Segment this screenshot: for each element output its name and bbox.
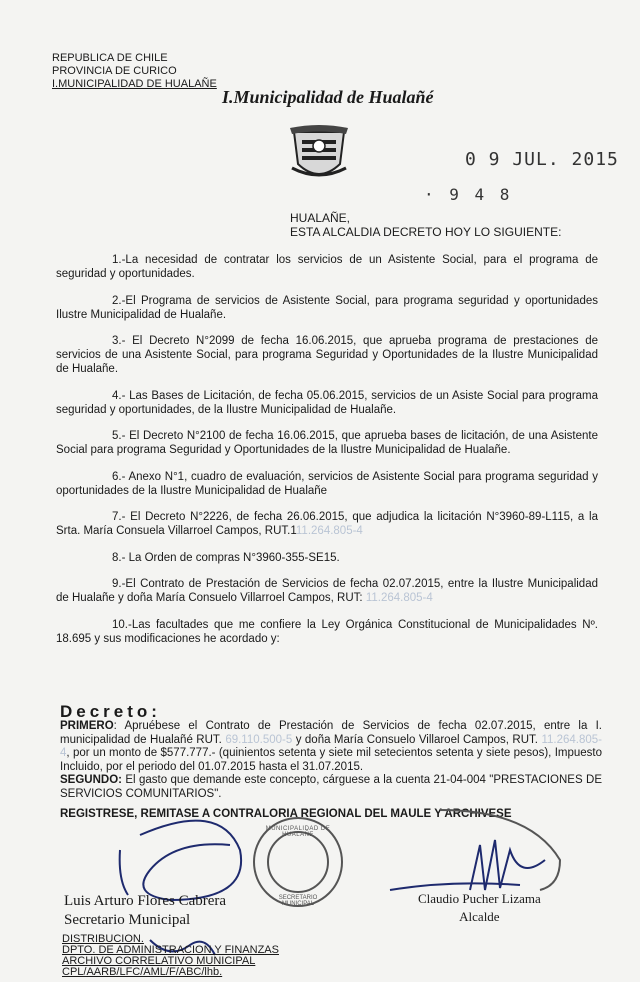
segundo-text: El gasto que demande este concepto, cárguese a la cuenta 21-04-004 "PRESTACIONES DE SERVICIOS COMUNITARIOS".	[60, 774, 602, 800]
distribution-heading: DISTRIBUCION.	[62, 933, 144, 945]
consideration-item: 4.- Las Bases de Licitación, de fecha 05.06.2015, servicios de un Asiste Social para programa seguridad y oportunidades, de la Ilustre Municipalidad de Hualañe.	[56, 389, 598, 416]
mayor-title: Alcalde	[459, 909, 500, 924]
header-country: REPUBLICA DE CHILE	[52, 52, 168, 64]
place-line: HUALAÑE,	[290, 211, 351, 225]
consideration-text: 9.-El Contrato de Prestación de Servicios de fecha 02.07.2015, entre la Ilustre Municipalidad de Hualañe y doña María Consuelo Villarroel Campos, RUT:	[56, 578, 598, 604]
mayor-name: Claudio Pucher Lizama	[418, 891, 541, 906]
consideration-item: 2.-El Programa de servicios de Asistente Social, para programa seguridad y oportunidades Ilustre Municipalidad de Hualañe.	[56, 294, 598, 321]
document-title: I.Municipalidad de Hualañé	[222, 87, 434, 107]
redacted-rut: 69.110.500-5	[225, 733, 293, 746]
primero-label: PRIMERO	[60, 720, 114, 732]
decreto-heading: Decreto:	[60, 702, 161, 721]
mayor-seal	[440, 810, 560, 890]
right-signature-scribble	[390, 840, 545, 890]
consideration-item: 8.- La Orden de compras N°3960-355-SE15.	[112, 551, 340, 564]
secretary-name: Luis Arturo Flores Cabrera	[64, 893, 227, 909]
consideration-item: 10.-Las facultades que me confiere la Ley Orgánica Constitucional de Municipalidades Nº. 18.695 y sus modificaciones he acordado y:	[56, 618, 598, 645]
consideration-item: 6.- Anexo N°1, cuadro de evaluación, servicios de Asistente Social para programa seguridad y oportunidades de la Ilustre Municipalidad de Hualañe	[56, 470, 598, 497]
segundo-label: SEGUNDO:	[60, 774, 122, 786]
consideration-item: 5.- El Decreto N°2100 de fecha 16.06.2015, que aprueba bases de licitación, de una Asistente Social para programa Seguridad y Oportunidades de la Ilustre Municipalidad de Hualañe.	[56, 430, 598, 456]
register-instruction: REGISTRESE, REMITASE A CONTRALORIA REGIONAL DEL MAULE Y ARCHIVESE	[60, 808, 512, 820]
decree-number-stamp: · 9 4 8	[424, 185, 513, 204]
consideration-item: 1.-La necesidad de contratar los servicios de un Asistente Social, para el programa de seguridad y oportunidades.	[56, 254, 598, 280]
consideration-item: 3.- El Decreto N°2099 de fecha 16.06.2015, que aprueba programa de prestaciones de servicios de una Asistente Social, para programa Seguridad y Oportunidades de la Ilustre Municipalidad de Hualañe.	[56, 335, 598, 375]
header-province: PROVINCIA DE CURICO	[52, 65, 177, 77]
primero-text-c: , por un monto de $577.777.- (quinientos setenta y siete mil setecientos setenta y siete pesos), Impuesto Incluido, por el periodo del 01.07.2015 hasta el 31.07.2015.	[60, 747, 602, 773]
declaration-line: ESTA ALCALDIA DECRETO HOY LO SIGUIENTE:	[290, 225, 562, 239]
secretary-signature-block	[64, 892, 226, 930]
received-date-stamp: 0 9 JUL. 2015	[465, 149, 619, 170]
seal-text: MUNICIPALIDAD DE HUALAÑE	[265, 826, 331, 838]
redacted-rut: 11.264.805-4	[60, 733, 602, 759]
distribution-line: ARCHIVO CORRELATIVO MUNICIPAL	[62, 955, 256, 967]
redacted-rut: 11.264.805-4	[295, 525, 363, 537]
distribution-line: CPL/AARB/LFC/AML/F/ABC/lhb.	[62, 966, 223, 978]
seal-bottom-text: SECRETARIO MUNICIPAL	[278, 895, 318, 907]
header-municipality: I.MUNICIPALIDAD DE HUALAÑE	[52, 78, 217, 90]
distribution-block	[62, 934, 279, 978]
secretary-title: Secretario Municipal	[64, 912, 191, 928]
mayor-signature-block	[418, 890, 541, 926]
primero-text-b: y doña María Consuelo Villaroel Campos, RUT.	[295, 733, 538, 746]
distribution-line: DPTO. DE ADMINISTRACION Y FINANZAS	[62, 944, 279, 956]
primero-text-a: : Apruébese el Contrato de Prestación de Servicios de fecha 02.07.2015, entre la I. municipalidad de Hualañé RUT.	[60, 720, 602, 746]
consideration-text: 7.- El Decreto N°2226, de fecha 26.06.2015, que adjudica la licitación N°3960-89-L115, a la Srta. María Consuela Villarroel Campos, RUT.1	[56, 511, 598, 537]
redacted-rut: 11.264.805-4	[365, 592, 433, 604]
